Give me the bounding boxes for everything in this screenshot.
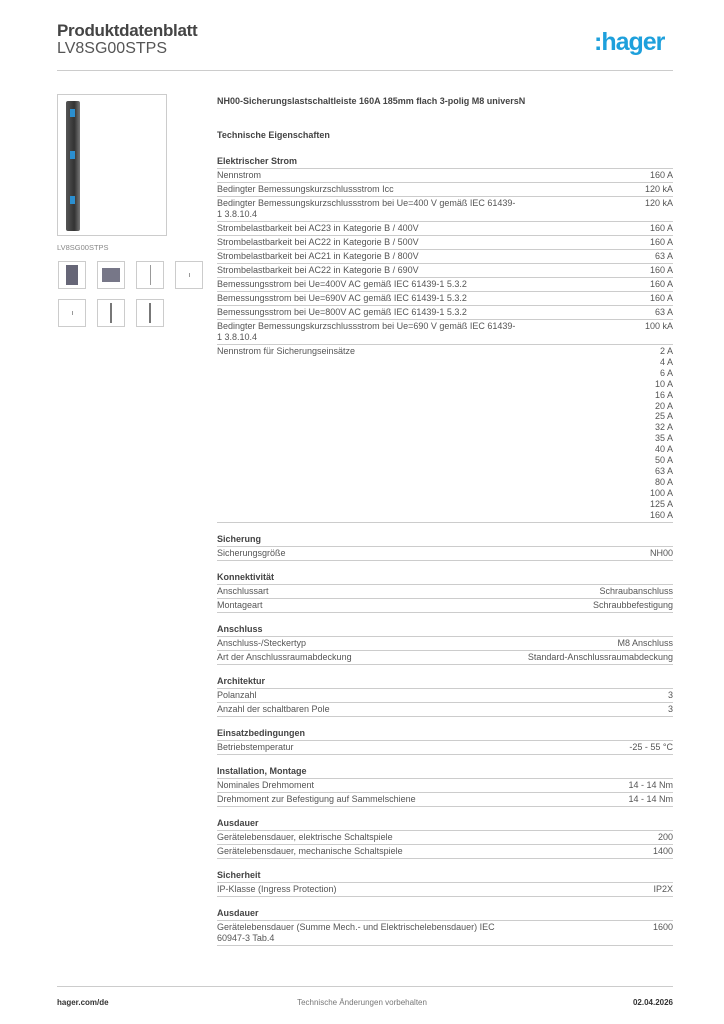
spec-value: 160 A: [649, 223, 673, 233]
spec-value: 3: [667, 703, 673, 714]
spec-value: 50 A: [654, 455, 673, 466]
spec-label: Drehmoment zur Befestigung auf Sammelschiene: [217, 793, 416, 804]
spec-content: [217, 96, 673, 946]
section-heading: Installation, Montage: [217, 765, 673, 779]
spec-label: Art der Anschlussraumabdeckung: [217, 651, 352, 662]
spec-row: [217, 689, 673, 703]
spec-row: [217, 651, 673, 665]
section-heading: Einsatzbedingungen: [217, 727, 673, 741]
spec-row: [217, 547, 673, 561]
product-image: [57, 94, 167, 236]
spec-value: Schraubanschluss: [599, 585, 673, 596]
spec-row: [217, 793, 673, 807]
spec-row: [217, 264, 673, 278]
spec-value: 4 A: [659, 356, 673, 367]
spec-label: Gerätelebensdauer (Summe Mech.- und Elektrischelebensdauer) IEC 60947-3 Tab.4: [217, 921, 495, 943]
spec-label: Bemessungsstrom bei Ue=400V AC gemäß IEC 61439-1 5.3.2: [217, 279, 467, 289]
footer-date: 02.04.2026: [632, 998, 673, 1007]
spec-label: Strombelastbarkeit bei AC22 in Kategorie B / 500V: [217, 237, 419, 247]
spec-label: Montageart: [217, 599, 263, 610]
spec-label: Strombelastbarkeit bei AC22 in Kategorie B / 690V: [217, 265, 419, 275]
spec-value: 16 A: [654, 389, 673, 400]
spec-value: 160 A: [649, 509, 673, 520]
spec-label: IP-Klasse (Ingress Protection): [217, 883, 337, 894]
thumbnail[interactable]: [136, 299, 164, 327]
spec-label: Bemessungsstrom bei Ue=800V AC gemäß IEC 61439-1 5.3.2: [217, 307, 467, 317]
spec-row: [217, 599, 673, 613]
spec-value: 120 kA: [644, 184, 673, 194]
thumbnail-image: [66, 265, 78, 285]
spec-row: [217, 845, 673, 859]
spec-value: 14 - 14 Nm: [628, 779, 673, 790]
spec-label: Bedingter Bemessungskurzschlussstrom bei Ue=400 V gemäß IEC 61439-1 3.8.10.4: [217, 198, 516, 219]
spec-label: Bedingter Bemessungskurzschlussstrom bei Ue=690 V gemäß IEC 61439-1 3.8.10.4: [217, 321, 516, 342]
thumbnail[interactable]: [58, 299, 86, 327]
spec-label: Anschlussart: [217, 585, 269, 596]
thumbnail-image: [189, 273, 190, 277]
spec-values: [650, 346, 673, 521]
spec-value: 3: [667, 689, 673, 700]
spec-label: Gerätelebensdauer, mechanische Schaltspiele: [217, 845, 403, 856]
image-caption: LV8SG00STPS: [57, 243, 109, 252]
thumbnail-image: [110, 303, 112, 323]
spec-value: Standard-Anschlussraumabdeckung: [527, 651, 673, 662]
section-heading: Architektur: [217, 675, 673, 689]
spec-value: 14 - 14 Nm: [628, 793, 673, 804]
spec-value: 63 A: [654, 465, 673, 476]
spec-value: 100 kA: [644, 321, 673, 331]
thumbnail[interactable]: [58, 261, 86, 289]
spec-row: [217, 831, 673, 845]
spec-label: Bedingter Bemessungskurzschlussstrom Icc: [217, 184, 394, 194]
section-heading: Elektrischer Strom: [217, 155, 673, 169]
footer-disclaimer: Technische Änderungen vorbehalten: [297, 998, 427, 1007]
spec-value: 160 A: [649, 279, 673, 289]
spec-value: 10 A: [654, 378, 673, 389]
product-code: LV8SG00STPS: [57, 40, 167, 57]
spec-label: Nominales Drehmoment: [217, 779, 315, 790]
spec-value: 6 A: [659, 367, 673, 378]
spec-row: [217, 306, 673, 320]
spec-label: Sicherungsgröße: [217, 547, 286, 558]
spec-label: Anschluss-/Steckertyp: [217, 637, 307, 648]
thumbnail[interactable]: [136, 261, 164, 289]
spec-value: IP2X: [653, 883, 673, 894]
section-heading: Ausdauer: [217, 907, 673, 921]
thumbnail-image: [150, 265, 151, 285]
product-title: NH00-Sicherungslastschaltleiste 160A 185mm flach 3-polig M8 universN: [217, 96, 526, 106]
spec-row: [217, 197, 673, 222]
spec-value: 1600: [652, 921, 673, 932]
spec-value: 160 A: [649, 293, 673, 303]
spec-label: Polanzahl: [217, 689, 257, 700]
spec-row: [217, 883, 673, 897]
spec-label: Nennstrom: [217, 170, 262, 180]
spec-label: Strombelastbarkeit bei AC23 in Kategorie B / 400V: [217, 223, 419, 233]
fuse-switch-image: [66, 101, 80, 231]
spec-value: 120 kA: [644, 198, 673, 208]
spec-value: 160 A: [649, 170, 673, 180]
spec-value: 125 A: [649, 498, 673, 509]
section-heading: Sicherheit: [217, 869, 673, 883]
spec-value: Schraubbefestigung: [592, 599, 673, 610]
spec-row: [217, 250, 673, 264]
thumbnail-image: [102, 268, 120, 282]
spec-row: [217, 222, 673, 236]
spec-value: M8 Anschluss: [617, 637, 673, 648]
thumbnail[interactable]: [97, 261, 125, 289]
spec-value: 63 A: [654, 307, 673, 317]
spec-value: 25 A: [654, 411, 673, 422]
hager-logo: :hager: [594, 28, 665, 56]
spec-row: [217, 278, 673, 292]
spec-value: 100 A: [649, 487, 673, 498]
spec-row: [217, 183, 673, 197]
spec-value: 160 A: [649, 265, 673, 275]
spec-value: 160 A: [649, 237, 673, 247]
spec-row: [217, 236, 673, 250]
section-heading: Ausdauer: [217, 817, 673, 831]
spec-value: -25 - 55 °C: [629, 741, 673, 752]
spec-value: 200: [657, 831, 673, 842]
spec-label: Betriebstemperatur: [217, 741, 294, 752]
footer-divider: [57, 986, 673, 987]
spec-row: [217, 921, 673, 946]
spec-value: 80 A: [654, 476, 673, 487]
spec-row: [217, 585, 673, 599]
spec-label: Gerätelebensdauer, elektrische Schaltspiele: [217, 831, 393, 842]
footer-website: hager.com/de: [57, 998, 109, 1007]
spec-value: 40 A: [654, 444, 673, 455]
section-heading: Konnektivität: [217, 571, 673, 585]
spec-row: [217, 779, 673, 793]
thumbnail[interactable]: [175, 261, 203, 289]
spec-value: 1400: [652, 845, 673, 856]
spec-label: Strombelastbarkeit bei AC21 in Kategorie B / 800V: [217, 251, 419, 261]
section-heading: Anschluss: [217, 623, 673, 637]
spec-label: Anzahl der schaltbaren Pole: [217, 703, 330, 714]
spec-row: [217, 741, 673, 755]
section-heading: Sicherung: [217, 533, 673, 547]
spec-label: Nennstrom für Sicherungseinsätze: [217, 346, 356, 356]
header-divider: [57, 70, 673, 71]
spec-value: 35 A: [654, 433, 673, 444]
spec-row: [217, 169, 673, 183]
spec-row: [217, 292, 673, 306]
spec-value: 2 A: [659, 346, 673, 356]
page-title: Produktdatenblatt: [57, 21, 198, 40]
spec-row: [217, 703, 673, 717]
spec-value: NH00: [649, 547, 673, 558]
thumbnail[interactable]: [97, 299, 125, 327]
thumbnail-image: [72, 311, 73, 315]
spec-label: Bemessungsstrom bei Ue=690V AC gemäß IEC 61439-1 5.3.2: [217, 293, 467, 303]
tech-properties-heading: Technische Eigenschaften: [217, 130, 330, 140]
spec-value: 20 A: [654, 400, 673, 411]
spec-value: 63 A: [654, 251, 673, 261]
thumbnail-image: [149, 303, 151, 323]
spec-row: [217, 637, 673, 651]
spec-row: [217, 345, 673, 523]
spec-row: [217, 320, 673, 345]
spec-value: 32 A: [654, 422, 673, 433]
